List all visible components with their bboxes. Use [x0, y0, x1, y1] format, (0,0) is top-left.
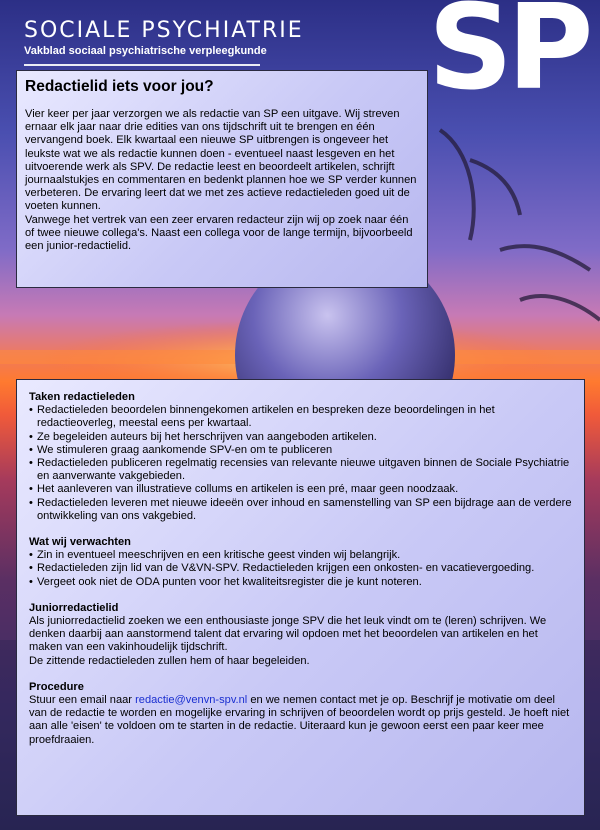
- details-panel: [16, 379, 585, 816]
- section-title: Wat wij verwachten: [29, 536, 131, 549]
- intro-text: [25, 108, 419, 253]
- list-item: • Het aanleveren van illustratieve collums en artikelen is een pré, maar geen noodzaak.: [29, 483, 574, 496]
- junior-section: [29, 602, 574, 668]
- procedure-text-after: en we nemen contact met je op. Beschrijf je motivatie om deel van de redactie te worden en mogelijke ervaring in schrijven of beoordelen wordt op prijs gesteld. Je hoeft niet aan alle 'eisen' te voldoen om te starten in de redactie. Uiteraard kun je gewoon eerst een paar keer mee proefdraaien.: [29, 694, 570, 746]
- procedure-text-before: Stuur een email naar: [29, 694, 136, 707]
- tasks-section: [29, 391, 574, 523]
- magazine-title: SOCIALE PSYCHIATRIE: [24, 18, 304, 43]
- section-title: Juniorredactielid: [29, 601, 119, 614]
- expectations-section: [29, 536, 574, 589]
- list-item: • Redactieleden zijn lid van de V&VN-SPV. Redactieleden krijgen een onkosten- en vacatievergoeding.: [29, 562, 574, 575]
- email-link[interactable]: redactie@venvn-spv.nl: [135, 694, 248, 707]
- intro-paragraph: Vier keer per jaar verzorgen we als redactie van SP een uitgave. Wij streven ernaar elk jaar naar drie edities van ons tijdschrift uit te brengen en één vervangend boek. Elk kwartaal een nieuwe SP uitbrengen is ongeveer het leukste wat we als redactie kunnen doen - eventueel naast lesgeven en het uitvoerende werk als SPV. De redactie leest en beoordeelt artikelen, schrijft journaalstukjes en commentaren en bedenkt plannen hoe we SP verder kunnen verbeteren. De ervaring leert dat we met zes actieve redactieleden goed uit de voeten kunnen.: [25, 108, 417, 213]
- list-item: • Redactieleden publiceren regelmatig recensies van relevante nieuwe uitgaven binnen de Sociale Psychiatrie en aanverwante vakgebieden.: [29, 457, 574, 483]
- masthead-divider: [24, 64, 260, 66]
- list-item: • Vergeet ook niet de ODA punten voor het kwaliteitsregister die je kunt noteren.: [29, 576, 574, 589]
- list-item: • We stimuleren graag aankomende SPV-en om te publiceren: [29, 444, 574, 457]
- headline: Redactielid iets voor jou?: [25, 78, 214, 95]
- junior-paragraph: De zittende redactieleden zullen hem of haar begeleiden.: [29, 654, 310, 667]
- list-item: • Zin in eventueel meeschrijven en een kritische geest vinden wij belangrijk.: [29, 549, 574, 562]
- section-title: Procedure: [29, 680, 84, 693]
- intro-panel: [16, 70, 428, 288]
- expectations-list: [29, 549, 574, 589]
- masthead: [24, 18, 304, 57]
- tasks-list: [29, 404, 574, 523]
- intro-paragraph: Vanwege het vertrek van een zeer ervaren redacteur zijn wij op zoek naar één of twee nieuwe collega's. Naast een collega voor de lange termijn, bijvoorbeeld een junior-redactielid.: [25, 213, 413, 253]
- list-item: • Redactieleden leveren met nieuwe ideeën over inhoud en samenstelling van SP een bijdrage aan de verdere ontwikkeling van ons vakgebied.: [29, 497, 574, 523]
- junior-paragraph: Als juniorredactielid zoeken we een enthousiaste jonge SPV die het leuk vindt om te (leren) schrijven. We denken daarbij aan aanstormend talent dat ervaring wil opdoen met het beoordelen van artikelen en het maken van een vakinhoudelijk tijdschrift.: [29, 615, 547, 654]
- procedure-section: [29, 681, 574, 747]
- list-item: • Redactieleden beoordelen binnengekomen artikelen en bespreken deze beoordelingen in het redactieoverleg, meestal eens per kwartaal.: [29, 404, 574, 430]
- list-item: • Ze begeleiden auteurs bij het herschrijven van aangeboden artikelen.: [29, 431, 574, 444]
- procedure-paragraph: [29, 694, 574, 747]
- magazine-subtitle: Vakblad sociaal psychiatrische verpleegkunde: [24, 45, 267, 57]
- sp-logo: SP: [428, 0, 588, 116]
- section-title: Taken redactieleden: [29, 391, 135, 403]
